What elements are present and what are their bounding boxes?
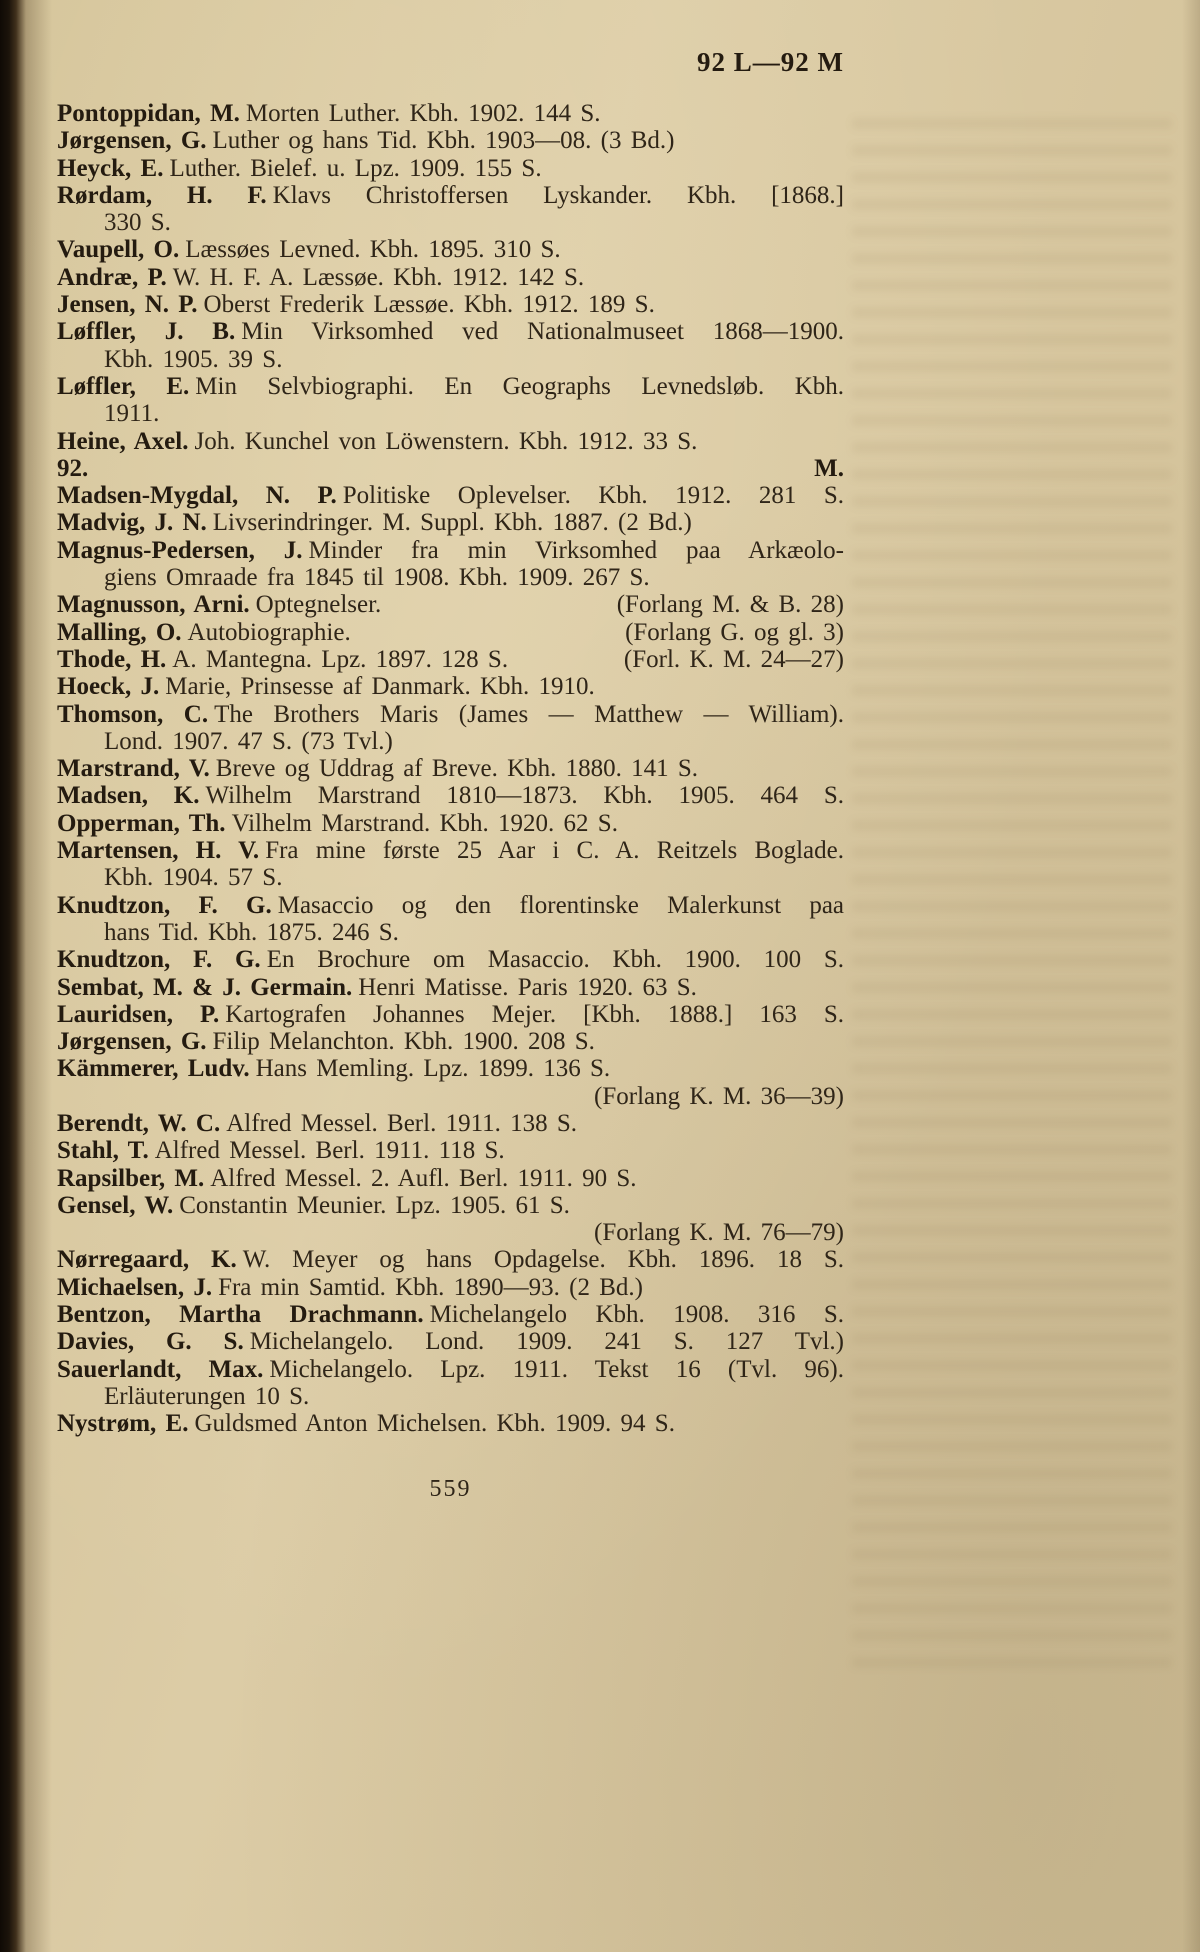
entry-text: Lond. 1907. 47 S. (73 Tvl.) bbox=[104, 727, 393, 755]
entry-author: Marstrand, V. bbox=[57, 755, 210, 783]
entry-line bbox=[57, 182, 844, 209]
entry-author: Stahl, T. bbox=[57, 1137, 149, 1165]
entry-line bbox=[57, 564, 844, 591]
entry-line bbox=[57, 974, 844, 1001]
entry-text: Heine, Axel. Joh. Kunchel von Löwenstern. Kbh. 1912. 33 S. bbox=[57, 427, 698, 455]
entry-text: Lauridsen, P. Kartografen Johannes Mejer. [Kbh. 1888.] 163 S. bbox=[57, 1000, 844, 1028]
entry-author: Magnus-Pedersen, J. bbox=[57, 536, 303, 564]
entry-text: Jørgensen, G. Filip Melanchton. Kbh. 1900. 208 S. bbox=[57, 1028, 595, 1056]
entry-author: Davies, G. S. bbox=[57, 1328, 244, 1356]
entry-author: Gensel, W. bbox=[57, 1191, 174, 1219]
entry-text: Magnusson, Arni. Optegnelser. bbox=[57, 591, 382, 619]
entry-line bbox=[57, 1356, 844, 1383]
entry-text: Opperman, Th. Vilhelm Marstrand. Kbh. 1920. 62 S. bbox=[57, 809, 618, 837]
entry-text: Gensel, W. Constantin Meunier. Lpz. 1905. 61 S. bbox=[57, 1191, 570, 1219]
entry-line bbox=[57, 482, 844, 509]
entry-author: Nørregaard, K. bbox=[57, 1246, 237, 1274]
entry-text: Andræ, P. W. H. F. A. Læssøe. Kbh. 1912. 142 S. bbox=[57, 263, 585, 291]
entry-author: Heyck, E. bbox=[57, 154, 164, 182]
entry-line bbox=[57, 236, 844, 263]
entry-line bbox=[57, 1165, 844, 1192]
entry-line bbox=[57, 673, 844, 700]
entry-line bbox=[57, 127, 844, 154]
entry-author: Heine, Axel. bbox=[57, 427, 189, 455]
entry-line bbox=[57, 728, 844, 755]
entry-text: Kbh. 1905. 39 S. bbox=[104, 345, 283, 373]
entry-text: Pontoppidan, M. Morten Luther. Kbh. 1902. 144 S. bbox=[57, 100, 601, 127]
entry-line bbox=[57, 864, 844, 891]
entry-line bbox=[57, 209, 844, 236]
entry-author: Hoeck, J. bbox=[57, 673, 160, 701]
entry-list bbox=[57, 100, 844, 1438]
entry-author: Kämmerer, Ludv. bbox=[57, 1055, 250, 1083]
entry-author: Rapsilber, M. bbox=[57, 1164, 205, 1192]
entry-note-right: (Forlang K. M. 36—39) bbox=[594, 1082, 844, 1110]
entry-line bbox=[57, 837, 844, 864]
entry-text: Martensen, H. V. Fra mine første 25 Aar i C. A. Reitzels Boglade. bbox=[57, 837, 845, 865]
entry-line bbox=[57, 1110, 844, 1137]
entry-line bbox=[57, 509, 844, 536]
entry-author: Madsen-Mygdal, N. P. bbox=[57, 482, 337, 510]
page-right-edge-shadow bbox=[1182, 0, 1200, 1952]
entry-author: Lauridsen, P. bbox=[57, 1000, 220, 1028]
entry-line bbox=[57, 373, 844, 400]
entry-author: Magnusson, Arni. bbox=[57, 591, 250, 619]
entry-line bbox=[57, 1301, 844, 1328]
entry-author: Jørgensen, G. bbox=[57, 127, 207, 155]
entry-text: Berendt, W. C. Alfred Messel. Berl. 1911. 138 S. bbox=[57, 1109, 578, 1137]
entry-line bbox=[57, 428, 844, 455]
entry-line bbox=[57, 1083, 844, 1110]
entry-text: Stahl, T. Alfred Messel. Berl. 1911. 118 S. bbox=[57, 1137, 505, 1165]
entry-text: Rørdam, H. F. Klavs Christoffersen Lyskander. Kbh. [1868.] bbox=[57, 181, 844, 209]
entry-text: Madsen, K. Wilhelm Marstrand 1810—1873. Kbh. 1905. 464 S. bbox=[57, 782, 844, 810]
entry-line bbox=[57, 1137, 844, 1164]
entry-note-right: (Forl. K. M. 24—27) bbox=[623, 645, 844, 673]
entry-line bbox=[57, 946, 844, 973]
entry-note-right: (Forlang M. & B. 28) bbox=[616, 591, 844, 619]
entry-line bbox=[57, 1274, 844, 1301]
entry-author: Løffler, J. B. bbox=[57, 318, 236, 346]
entry-author: Nystrøm, E. bbox=[57, 1410, 189, 1438]
entry-line bbox=[57, 810, 844, 837]
entry-text: Thode, H. A. Mantegna. Lpz. 1897. 128 S. bbox=[57, 645, 509, 673]
entry-line bbox=[57, 264, 844, 291]
entry-note-right: M. bbox=[814, 454, 844, 482]
entry-line bbox=[57, 755, 844, 782]
entry-text: Nystrøm, E. Guldsmed Anton Michelsen. Kbh. 1909. 94 S. bbox=[57, 1410, 675, 1438]
entry-author: Jensen, N. P. bbox=[57, 291, 198, 319]
entry-line bbox=[57, 291, 844, 318]
entry-text: hans Tid. Kbh. 1875. 246 S. bbox=[104, 918, 399, 946]
entry-author: Opperman, Th. bbox=[57, 809, 226, 837]
entry-line bbox=[57, 1001, 844, 1028]
entry-text: 1911. bbox=[104, 400, 160, 428]
entry-line bbox=[57, 919, 844, 946]
entry-line bbox=[57, 100, 844, 127]
entry-author: Bentzon, Martha Drachmann. bbox=[57, 1301, 424, 1329]
entry-text: Løffler, E. Min Selvbiographi. En Geographs Levnedsløb. Kbh. bbox=[57, 372, 844, 400]
entry-text: Davies, G. S. Michelangelo. Lond. 1909. 241 S. 127 Tvl.) bbox=[57, 1328, 844, 1356]
entry-text: Jørgensen, G. Luther og hans Tid. Kbh. 1903—08. (3 Bd.) bbox=[57, 127, 675, 155]
entry-text: Jensen, N. P. Oberst Frederik Læssøe. Kbh. 1912. 189 S. bbox=[57, 291, 655, 319]
entry-line bbox=[57, 1328, 844, 1355]
entry-text: Rapsilber, M. Alfred Messel. 2. Aufl. Berl. 1911. 90 S. bbox=[57, 1164, 637, 1192]
entry-line bbox=[57, 646, 844, 673]
entry-author: Pontoppidan, M. bbox=[57, 100, 240, 127]
ink-showthrough-texture bbox=[852, 118, 1172, 1678]
entry-text: Kämmerer, Ludv. Hans Memling. Lpz. 1899. 136 S. bbox=[57, 1055, 611, 1083]
entry-author: Løffler, E. bbox=[57, 372, 190, 400]
entry-author: Thomson, C. bbox=[57, 700, 209, 728]
entry-text: Marstrand, V. Breve og Uddrag af Breve. Kbh. 1880. 141 S. bbox=[57, 755, 699, 783]
entry-author: Rørdam, H. F. bbox=[57, 181, 267, 209]
entry-author: Thode, H. bbox=[57, 645, 167, 673]
entry-text: Nørregaard, K. W. Meyer og hans Opdagelse. Kbh. 1896. 18 S. bbox=[57, 1246, 844, 1274]
entry-line bbox=[57, 1219, 844, 1246]
entry-text: Michaelsen, J. Fra min Samtid. Kbh. 1890—93. (2 Bd.) bbox=[57, 1273, 644, 1301]
entry-text: Erläuterungen 10 S. bbox=[104, 1382, 310, 1410]
entry-author: Andræ, P. bbox=[57, 263, 167, 291]
entry-line bbox=[57, 155, 844, 182]
entry-line bbox=[57, 400, 844, 427]
entry-line bbox=[57, 892, 844, 919]
entry-text: 330 S. bbox=[104, 209, 171, 237]
entry-text: Kbh. 1904. 57 S. bbox=[104, 864, 283, 892]
book-binding-shadow bbox=[0, 0, 52, 1952]
entry-author: 92. bbox=[57, 454, 89, 482]
entry-author: Sauerlandt, Max. bbox=[57, 1355, 264, 1383]
entry-text: Sauerlandt, Max. Michelangelo. Lpz. 1911. Tekst 16 (Tvl. 96). bbox=[57, 1355, 844, 1383]
entry-text: Løffler, J. B. Min Virksomhed ved Nationalmuseet 1868—1900. bbox=[57, 318, 845, 346]
entry-line bbox=[57, 1246, 844, 1273]
entry-author: Martensen, H. V. bbox=[57, 837, 260, 865]
entry-text: Madvig, J. N. Livserindringer. M. Suppl. Kbh. 1887. (2 Bd.) bbox=[57, 509, 692, 537]
entry-line bbox=[57, 619, 844, 646]
entry-text: Heyck, E. Luther. Bielef. u. Lpz. 1909. 155 S. bbox=[57, 154, 542, 182]
entry-author: Sembat, M. & J. Germain. bbox=[57, 973, 353, 1001]
entry-author: Michaelsen, J. bbox=[57, 1273, 213, 1301]
entry-line bbox=[57, 1410, 844, 1437]
entry-text: Vaupell, O. Læssøes Levned. Kbh. 1895. 310 S. bbox=[57, 236, 561, 264]
entry-line bbox=[57, 1192, 844, 1219]
entry-line bbox=[57, 318, 844, 345]
page-content bbox=[57, 46, 844, 1503]
entry-author: Berendt, W. C. bbox=[57, 1109, 221, 1137]
entry-text: Malling, O. Autobiographie. bbox=[57, 618, 351, 646]
page-number: 559 bbox=[429, 1475, 472, 1502]
entry-text bbox=[57, 455, 94, 482]
entry-author: Knudtzon, F. G. bbox=[57, 946, 261, 974]
entry-author: Madvig, J. N. bbox=[57, 509, 207, 537]
entry-line bbox=[57, 1383, 844, 1410]
entry-text: Hoeck, J. Marie, Prinsesse af Danmark. Kbh. 1910. bbox=[57, 673, 595, 701]
entry-line bbox=[57, 537, 844, 564]
entry-author: Madsen, K. bbox=[57, 782, 200, 810]
entry-text: Magnus-Pedersen, J. Minder fra min Virksomhed paa Arkæolo- bbox=[57, 536, 845, 564]
entry-author: Jørgensen, G. bbox=[57, 1028, 207, 1056]
entry-note-right: (Forlang K. M. 76—79) bbox=[594, 1219, 844, 1247]
entry-line bbox=[57, 1028, 844, 1055]
entry-author: Knudtzon, F. G. bbox=[57, 891, 272, 919]
running-head: 92 L—92 M bbox=[697, 47, 844, 77]
entry-text: giens Omraade fra 1845 til 1908. Kbh. 1909. 267 S. bbox=[104, 564, 650, 592]
entry-note-right: (Forlang G. og gl. 3) bbox=[625, 618, 844, 646]
entry-text: Knudtzon, F. G. En Brochure om Masaccio. Kbh. 1900. 100 S. bbox=[57, 946, 845, 974]
entry-line bbox=[57, 1055, 844, 1082]
entry-line bbox=[57, 701, 844, 728]
entry-text: Madsen-Mygdal, N. P. Politiske Oplevelser. Kbh. 1912. 281 S. bbox=[57, 482, 844, 510]
entry-text: Thomson, C. The Brothers Maris (James — Matthew — William). bbox=[57, 700, 845, 728]
entry-line bbox=[57, 346, 844, 373]
entry-line bbox=[57, 455, 844, 482]
entry-line bbox=[57, 591, 844, 618]
entry-author: Vaupell, O. bbox=[57, 236, 180, 264]
entry-text: Knudtzon, F. G. Masaccio og den florentinske Malerkunst paa bbox=[57, 891, 845, 919]
entry-line bbox=[57, 782, 844, 809]
entry-author: Malling, O. bbox=[57, 618, 182, 646]
entry-text: Sembat, M. & J. Germain. Henri Matisse. Paris 1920. 63 S. bbox=[57, 973, 697, 1001]
entry-text: Bentzon, Martha Drachmann. Michelangelo Kbh. 1908. 316 S. bbox=[57, 1301, 844, 1329]
